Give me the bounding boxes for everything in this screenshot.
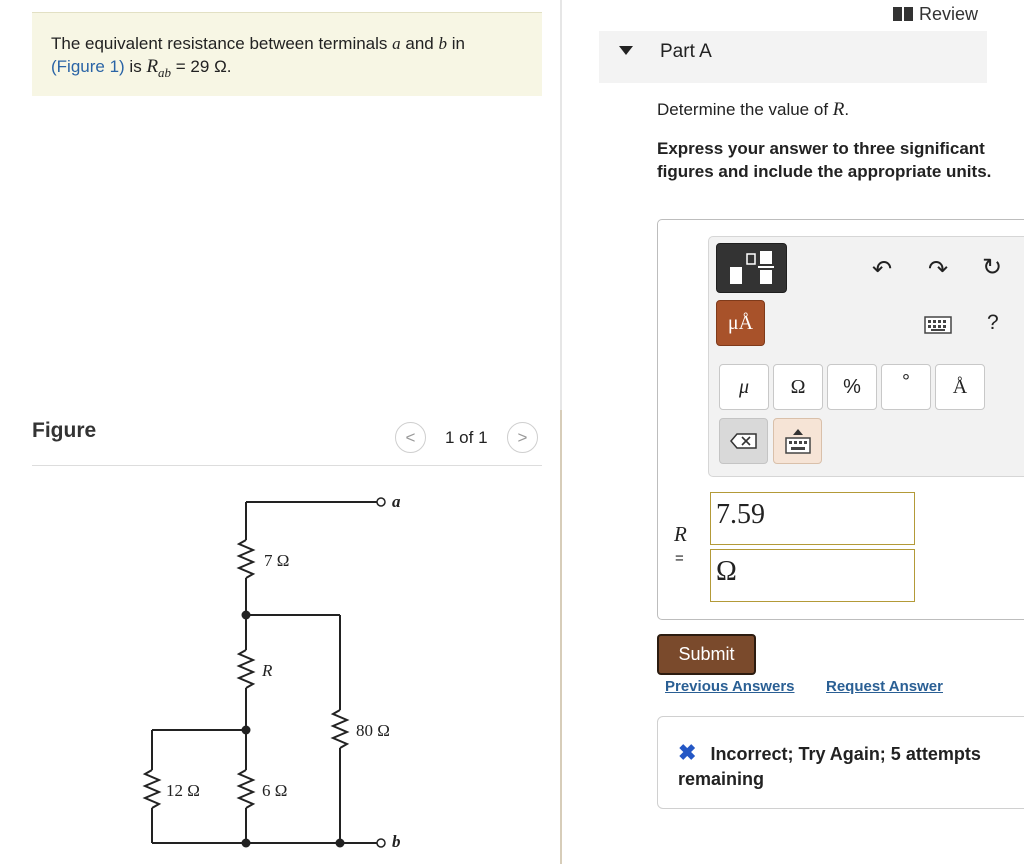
answer-value-input[interactable]: 7.59 <box>710 492 915 545</box>
collapse-triangle-icon[interactable] <box>619 46 633 56</box>
part-a-title: Part A <box>660 41 712 62</box>
previous-answers-link[interactable]: Previous Answers <box>665 678 795 695</box>
answer-instructions: Express your answer to three significant figures and include the appropriate units. <box>657 139 992 181</box>
part-a-header[interactable] <box>599 31 987 83</box>
figure-divider <box>32 465 542 466</box>
question-text: Determine the value of R. <box>657 99 850 120</box>
keyboard-shortcuts-button[interactable] <box>924 316 952 339</box>
keyboard-icon <box>924 316 952 334</box>
undo-icon[interactable]: ↶ <box>872 256 893 283</box>
templates-button[interactable] <box>716 243 787 293</box>
resistor-7-label: 7 Ω <box>264 551 290 570</box>
review-link[interactable]: Review <box>893 4 978 25</box>
delete-button[interactable] <box>719 418 768 464</box>
percent-button[interactable]: % <box>827 364 877 410</box>
next-figure-button[interactable]: > <box>507 422 538 453</box>
rab-symbol: $R_{ab}$ <box>146 56 172 80</box>
help-button[interactable]: ? <box>987 311 999 334</box>
backspace-icon <box>730 432 758 450</box>
resistor-80-label: 80 Ω <box>356 721 390 740</box>
redo-icon[interactable]: ↷ <box>928 256 949 283</box>
circuit-diagram <box>130 480 430 864</box>
answer-variable-label: R <box>674 522 687 546</box>
terminal-b <box>377 839 385 847</box>
keyboard-toggle-icon <box>784 427 812 455</box>
templates-icon <box>717 244 786 292</box>
resistor-r-label: R <box>262 661 273 680</box>
book-icon <box>893 7 913 21</box>
angstrom-button[interactable]: Å <box>935 364 985 410</box>
units-button[interactable]: μÅ <box>716 300 765 346</box>
answer-equals-sign: = <box>675 550 684 567</box>
reset-icon[interactable]: ↻ <box>982 254 1003 281</box>
terminal-a <box>377 498 385 506</box>
resistor-12-label: 12 Ω <box>166 781 200 800</box>
omega-button[interactable]: Ω <box>773 364 823 410</box>
submit-button[interactable]: Submit <box>657 634 756 675</box>
feedback-message: ✖ Incorrect; Try Again; 5 attempts remaining <box>678 740 981 789</box>
terminal-b-label: b <box>392 832 401 851</box>
terminal-a-label: a <box>392 492 401 511</box>
problem-statement: The equivalent resistance between terminals a and b in (Figure 1) is $R_{ab} = 29$ Ω. <box>32 12 542 96</box>
pane-divider-accent <box>560 410 562 864</box>
mu-button[interactable]: μ <box>719 364 769 410</box>
toggle-keyboard-button[interactable] <box>773 418 822 464</box>
figure-link[interactable]: (Figure 1) <box>51 57 125 76</box>
figure-pager: 1 of 1 <box>445 428 488 447</box>
incorrect-icon: ✖ <box>678 740 697 765</box>
resistor-6-label: 6 Ω <box>262 781 288 800</box>
degree-button[interactable]: ° <box>881 364 931 410</box>
previous-figure-button[interactable]: < <box>395 422 426 453</box>
request-answer-link[interactable]: Request Answer <box>826 678 943 695</box>
answer-unit-input[interactable]: Ω <box>710 549 915 602</box>
figure-heading: Figure <box>32 419 97 442</box>
